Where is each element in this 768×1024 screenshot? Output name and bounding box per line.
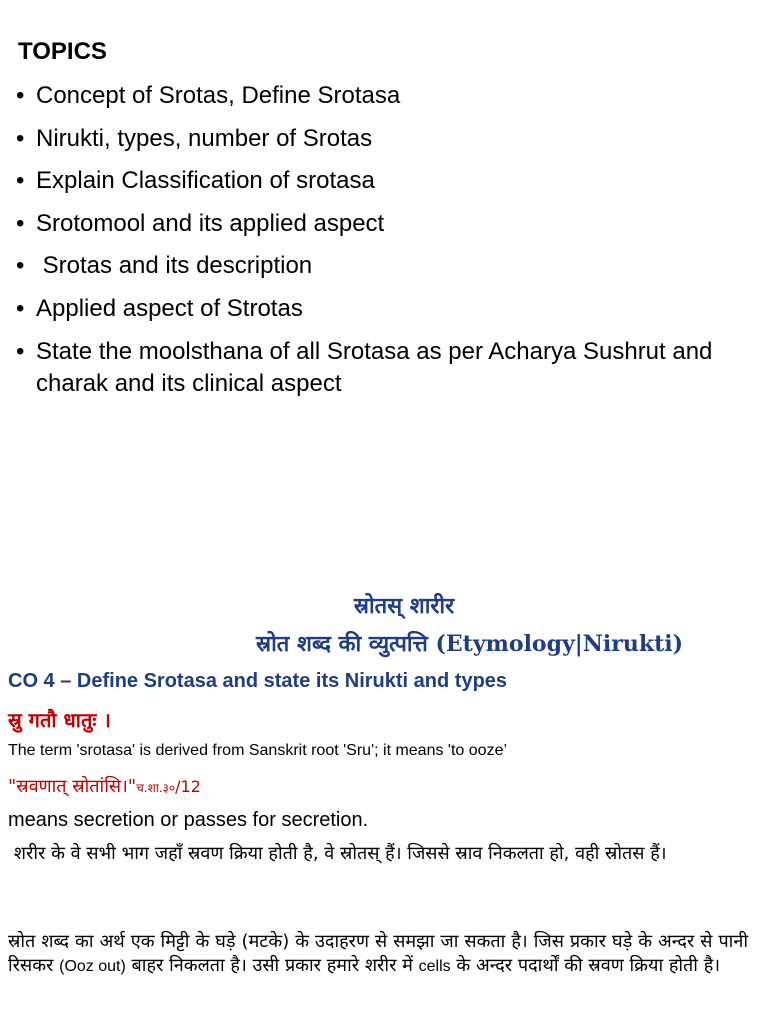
topic-item [16, 250, 736, 282]
bullet-icon: • [16, 167, 25, 195]
topic-item [16, 293, 736, 325]
bullet-icon: • [16, 294, 25, 322]
subtitle-english: (Etymology|Nirukti) [435, 631, 683, 657]
topic-item [16, 123, 736, 155]
paragraph-english-term: (Ooz out) [59, 958, 126, 975]
slide-subtitle [256, 628, 756, 658]
hindi-paragraph-2 [8, 930, 748, 979]
bullet-icon: • [16, 252, 25, 280]
topic-item [16, 208, 736, 240]
course-outcome-heading: CO 4 – Define Srotasa and state its Nirukti and types [8, 670, 508, 692]
quote-text: "स्रवणात् स्रोतांसि।" [8, 776, 137, 797]
paragraph-text: स्रोत शब्द का अर्थ एक मिट्टी के घड़े (मटके) के उदाहरण से समझा जा सकता है। जिस प्रकार घड़े के अन्दर से पानी रिसकर [8, 931, 748, 976]
slide-title: स्रोतस् शारीर [353, 594, 455, 619]
sanskrit-root: स्रु गतौ धातुः । [8, 708, 111, 732]
topic-text: Concept of Srotas, Define Srotasa [36, 82, 401, 109]
topic-text: Nirukti, types, number of Srotas [36, 124, 373, 152]
hindi-paragraph-1: शरीर के वे सभी भाग जहाँ स्रवण क्रिया होती है, वे स्रोतस् हैं। जिससे स्राव निकलता हो, वही स्रोतस हैं। [8, 843, 667, 864]
topic-text: Srotas and its description [36, 252, 313, 280]
bullet-icon: • [16, 82, 25, 109]
topics-list [16, 80, 736, 410]
topic-text: State the moolsthana of all Srotasa as per Acharya Sushrut and charak and its clinical aspect [36, 337, 713, 397]
quote-reference-number: /12 [175, 777, 201, 796]
topic-item [16, 336, 736, 400]
topic-text: Applied aspect of Strotas [36, 294, 303, 322]
topics-title: TOPICS [18, 38, 107, 65]
topic-text: Srotomool and its applied aspect [36, 209, 385, 237]
paragraph-text: के अन्दर पदार्थों की स्रवण क्रिया होती है। [450, 955, 721, 976]
sanskrit-quote [8, 774, 201, 798]
subtitle-hindi: स्रोत शब्द की व्युत्पत्ति [256, 632, 436, 657]
paragraph-text: बाहर निकलता है। उसी प्रकार हमारे शरीर में [125, 955, 419, 976]
quote-reference: च.शा.३० [136, 781, 176, 795]
bullet-icon: • [16, 209, 25, 237]
bullet-icon: • [16, 337, 25, 365]
paragraph-english-term: cells [418, 958, 451, 975]
topic-item [16, 165, 736, 197]
means-sentence: means secretion or passes for secretion. [8, 809, 369, 831]
topic-item [16, 80, 736, 112]
term-sentence: The term 'srotasa' is derived from Sanskrit root 'Sru'; it means 'to ooze’ [8, 742, 508, 759]
topic-text: Explain Classification of srotasa [36, 167, 375, 195]
bullet-icon: • [16, 124, 25, 152]
srotas-slide [0, 560, 768, 1024]
